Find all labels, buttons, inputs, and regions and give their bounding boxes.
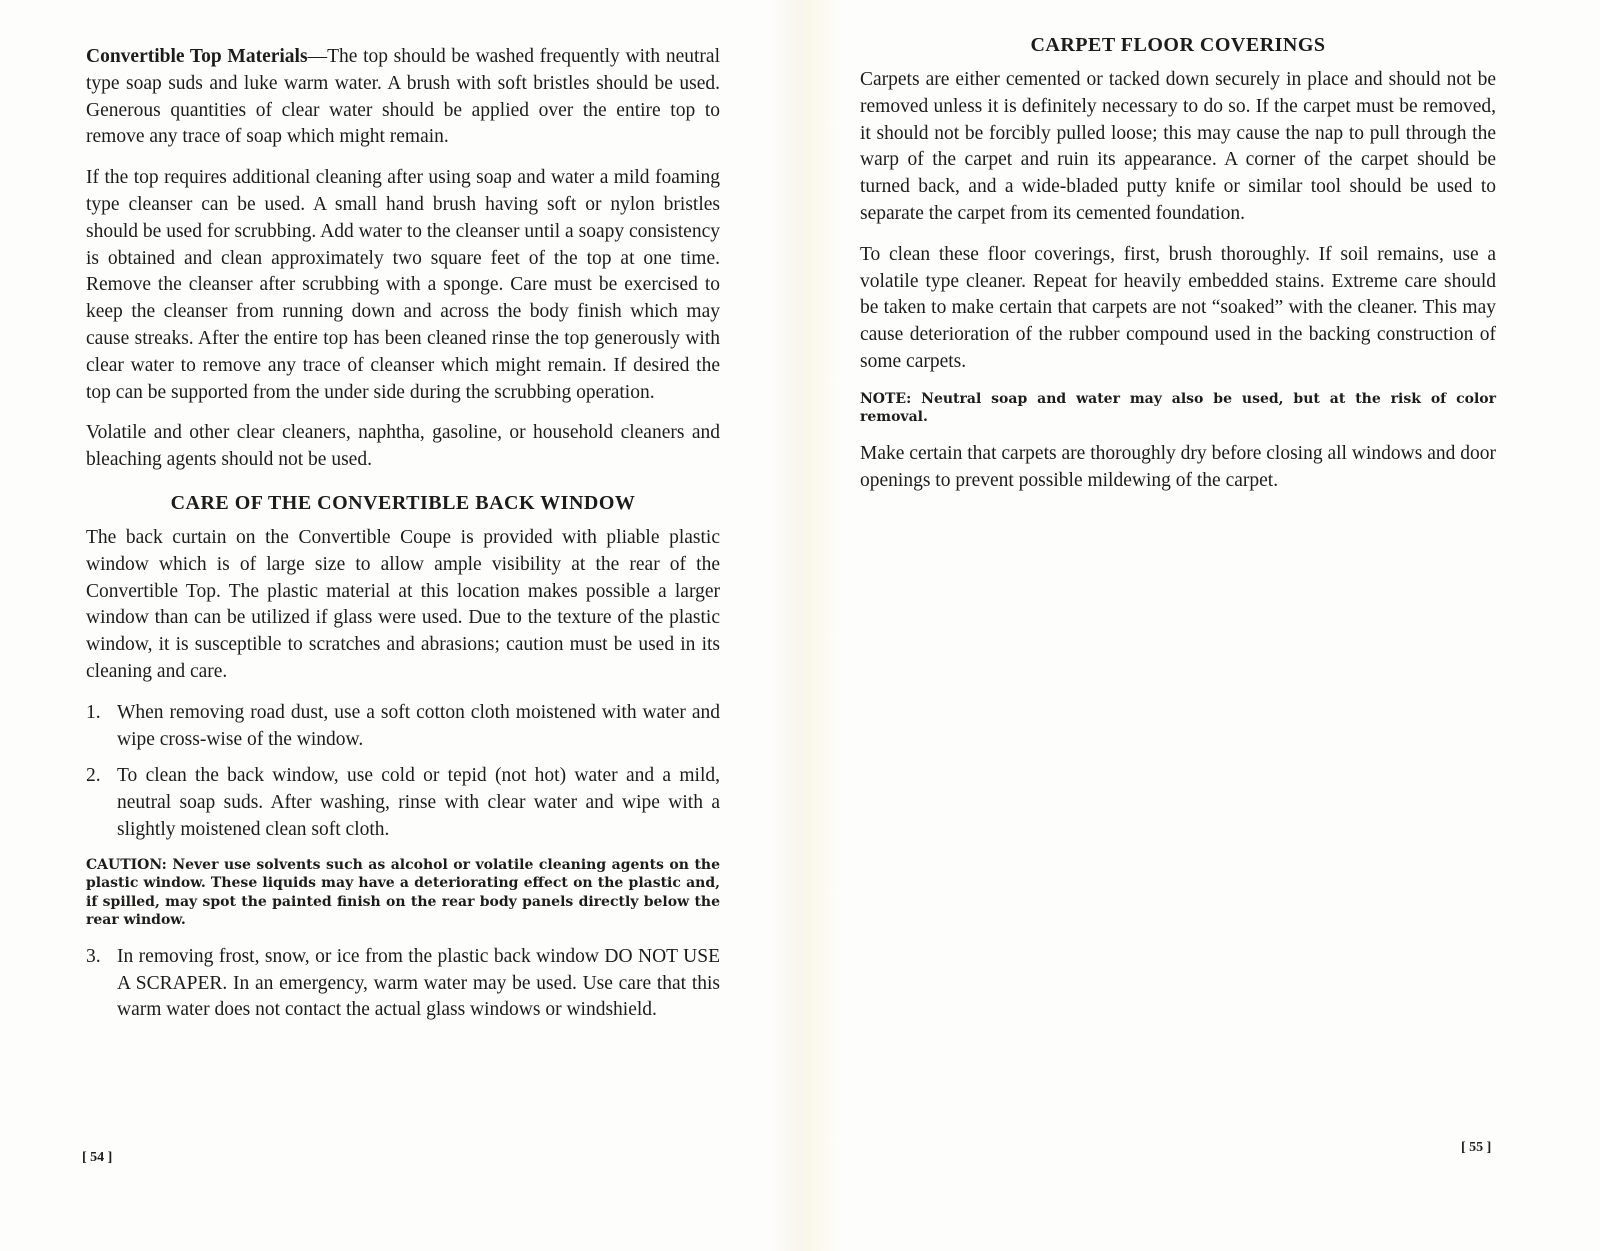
paragraph-text: —The top should be washed frequently with neutral type soap suds and luke warm water. A brush with soft bristles should be used. Generous quantities of clear water should be applied over the entire top to remove any trace of soap which might remain. bbox=[86, 46, 720, 148]
step-number: 2. bbox=[86, 765, 101, 787]
right-column bbox=[860, 34, 1496, 508]
section-heading: CARE OF THE CONVERTIBLE BACK WINDOW bbox=[170, 491, 636, 514]
paragraph: The back curtain on the Convertible Coupe is provided with pliable plastic window which is of large size to allow ample visibility at the rear of the Convertible Top. The plastic material at this location makes possible a larger window than can be utilized if glass were used. Due to the texture of the plastic window, it is susceptible to scratches and abrasions; caution must be used in its cleaning and care. bbox=[86, 526, 720, 682]
step-number: 1. bbox=[86, 701, 101, 723]
list-item bbox=[86, 944, 720, 1024]
step-text: When removing road dust, use a soft cotton cloth moistened with water and wipe cross-wise of the window. bbox=[117, 701, 720, 750]
list-item bbox=[86, 700, 720, 754]
paragraph: Carpets are either cemented or tacked down securely in place and should not be removed unless it is definitely necessary to do so. If the carpet must be removed, it should not be forcibly pulled loose; this may cause the nap to pull through the warp of the carpet and ruin its appearance. A corner of the carpet should be turned back, and a wide-bladed putty knife or similar tool should be used to separate the carpet from its cemented foundation. bbox=[860, 69, 1496, 224]
paragraph: To clean these floor coverings, first, brush thoroughly. If soil remains, use a volatile type cleaner. Repeat for heavily embedded stains. Extreme care should be taken to make certain that carpets are not “soaked” with the cleaner. This may cause deterioration of the rubber compound used in the backing construction of some carpets. bbox=[860, 243, 1496, 372]
steps-list bbox=[86, 700, 720, 844]
step-text: To clean the back window, use cold or tepid (not hot) water and a mild, neutral soap suds. After washing, rinse with clear water and wipe with a slightly moistened clean soft cloth. bbox=[117, 765, 720, 840]
convertible-top-paragraph bbox=[86, 44, 720, 151]
step-text: In removing frost, snow, or ice from the plastic back window DO NOT USE A SCRAPER. In an emergency, warm water may be used. Use care that this warm water does not contact the actual glass windows or windshield. bbox=[117, 945, 720, 1021]
paragraph: Make certain that carpets are thoroughly dry before closing all windows and door openings to prevent possible mildewing of the carpet. bbox=[860, 442, 1496, 491]
right-page bbox=[800, 0, 1600, 1251]
step-number: 3. bbox=[86, 945, 101, 967]
note: NOTE: Neutral soap and water may also be used, but at the risk of color removal. bbox=[860, 390, 1496, 426]
paragraph: If the top requires additional cleaning after using soap and water a mild foaming type cleanser can be used. A small hand brush having soft or nylon bristles should be used for scrubbing. Add water to the cleanser until a soapy consistency is obtained and clean approximately two square feet of the top at one time. Remove the cleanser after scrubbing with a sponge. Care must be exercised to keep the cleanser from running down and across the body finish which may cause streaks. After the entire top has been cleaned rinse the top generously with clear water to remove any trace of cleanser which might remain. If desired the top can be supported from the under side during the scrubbing operation. bbox=[86, 167, 720, 403]
page-number: [ 54 ] bbox=[82, 1150, 113, 1165]
section-heading: CARPET FLOOR COVERINGS bbox=[1030, 34, 1326, 56]
list-item bbox=[86, 763, 720, 843]
caution-note: CAUTION: Never use solvents such as alcohol or volatile cleaning agents on the plastic window. These liquids may have a deteriorating effect on the plastic and, if spilled, may spot the painted finish on the rear body panels directly below the rear window. bbox=[86, 856, 720, 929]
paragraph: Volatile and other clear cleaners, naphtha, gasoline, or household cleaners and bleaching agents should not be used. bbox=[86, 422, 720, 471]
steps-list bbox=[86, 944, 720, 1024]
left-column bbox=[86, 44, 720, 1036]
section-lead: Convertible Top Materials bbox=[86, 46, 308, 67]
page-number: [ 55 ] bbox=[1461, 1140, 1492, 1155]
